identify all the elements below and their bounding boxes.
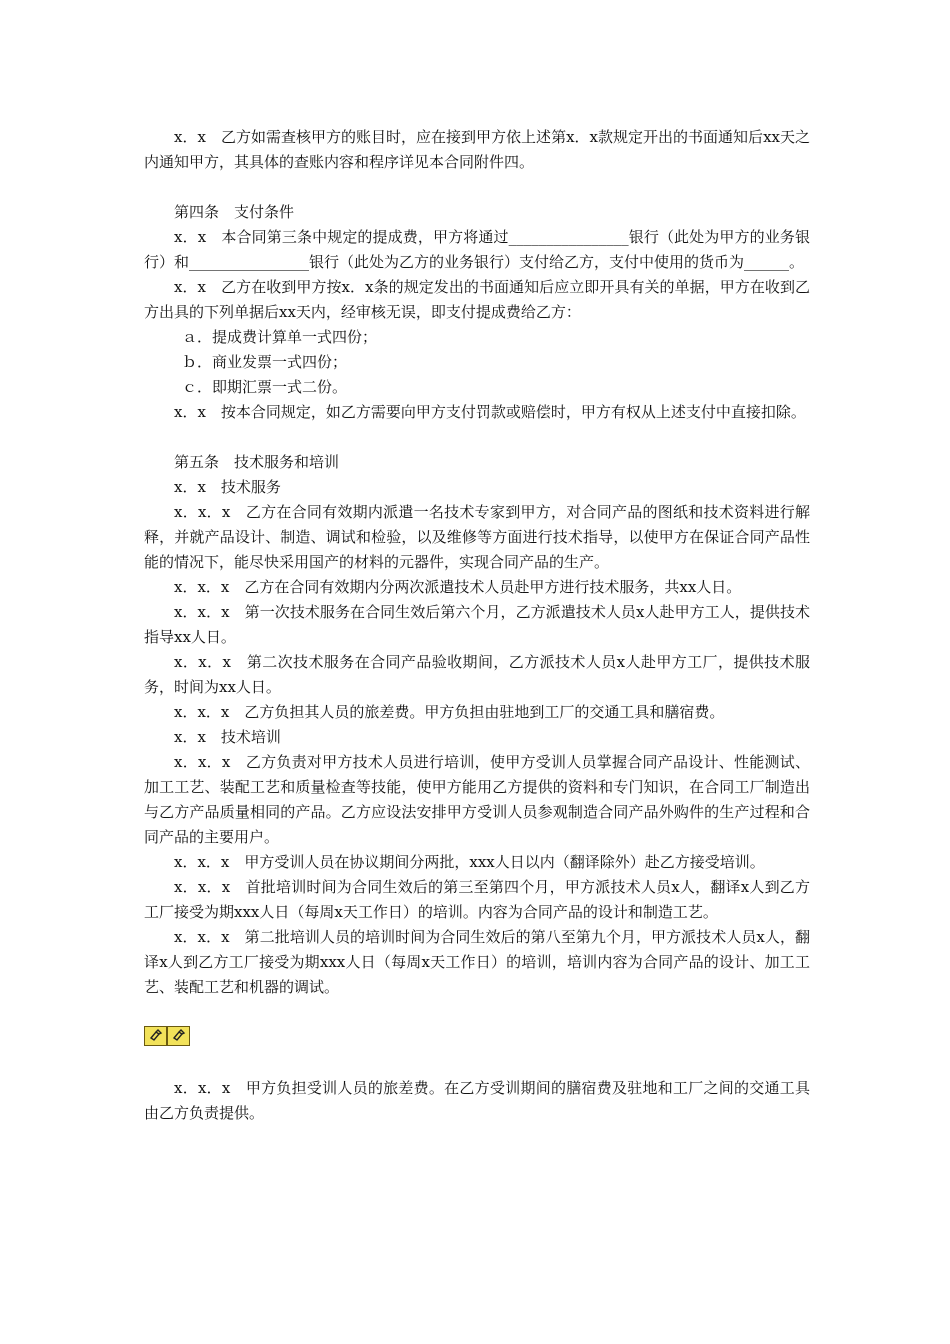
link-icon-glyph bbox=[148, 1029, 163, 1043]
paragraph: x．x 本合同第三条中规定的提成费，甲方将通过________________银行（此处为甲方的业务银行）和________________银行（此处为乙方的业务银行）支付给乙方，支付中使用的货币为______。 bbox=[144, 228, 810, 271]
paragraph: x．x．x 乙方负责对甲方技术人员进行培训，使甲方受训人员掌握合同产品设计、性能测试、加工工艺、装配工艺和质量检查等技能，使甲方能用乙方提供的资料和专门知识，在合同工厂制造出与乙方产品质量相同的产品。乙方应设法安排甲方受训人员参观制造合同产品外购件的生产过程和合同产品的主要用户。 bbox=[144, 753, 810, 846]
link-icons bbox=[144, 1026, 810, 1048]
article-title: 第五条 技术服务和培训 bbox=[174, 453, 340, 471]
article-title: 第四条 支付条件 bbox=[174, 203, 295, 221]
section-heading: x．x 技术服务 bbox=[174, 478, 281, 496]
paragraph: x．x．x 乙方在合同有效期内派遣一名技术专家到甲方，对合同产品的图纸和技术资料进行解释，并就产品设计、制造、调试和检验，以及维修等方面进行技术指导，以使甲方在保证合同产品性能的情况下，能尽快采用国产的材料的元器件，实现合同产品的生产。 bbox=[144, 503, 810, 571]
document-body bbox=[144, 125, 810, 1126]
link-icon[interactable] bbox=[167, 1026, 190, 1046]
spacer bbox=[144, 1048, 810, 1076]
spacer bbox=[144, 175, 810, 200]
paragraph: x．x．x 甲方受训人员在协议期间分两批，xxx人日以内（翻译除外）赴乙方接受培训。 bbox=[174, 853, 765, 871]
section-heading: x．x 技术培训 bbox=[174, 728, 281, 746]
paragraph: x．x．x 乙方负担其人员的旅差费。甲方负担由驻地到工厂的交通工具和膳宿费。 bbox=[174, 703, 725, 721]
spacer bbox=[144, 425, 810, 450]
paragraph: x．x．x 第一次技术服务在合同生效后第六个月，乙方派遣技术人员x人赴甲方工人，提供技术指导xx人日。 bbox=[144, 603, 810, 646]
paragraph: x．x．x 甲方负担受训人员的旅差费。在乙方受训期间的膳宿费及驻地和工厂之间的交通工具由乙方负责提供。 bbox=[144, 1079, 810, 1122]
paragraph: x．x．x 第二批培训人员的培训时间为合同生效后的第八至第九个月，甲方派技术人员x人，翻译x人到乙方工厂接受为期xxx人日（每周x天工作日）的培训，培训内容为合同产品的设计、加工工艺、装配工艺和机器的调试。 bbox=[144, 928, 810, 996]
list-item: ａ．提成费计算单一式四份； bbox=[182, 328, 378, 346]
paragraph: x．x 乙方在收到甲方按x．x条的规定发出的书面通知后应立即开具有关的单据，甲方在收到乙方出具的下列单据后xx天内，经审核无误，即支付提成费给乙方： bbox=[144, 278, 810, 321]
paragraph: x．x．x 首批培训时间为合同生效后的第三至第四个月，甲方派技术人员x人，翻译x人到乙方工厂接受为期xxx人日（每周x天工作日）的培训。内容为合同产品的设计和制造工艺。 bbox=[144, 878, 810, 921]
paragraph: x．x．x 乙方在合同有效期内分两次派遣技术人员赴甲方进行技术服务，共xx人日。 bbox=[174, 578, 742, 596]
paragraph: x．x．x 第二次技术服务在合同产品验收期间，乙方派技术人员x人赴甲方工厂，提供技术服务，时间为xx人日。 bbox=[144, 653, 810, 696]
paragraph: x．x 乙方如需查核甲方的账目时，应在接到甲方依上述第x．x款规定开出的书面通知后xx天之内通知甲方，其具体的查账内容和程序详见本合同附件四。 bbox=[144, 128, 810, 171]
list-item: ｃ．即期汇票一式二份。 bbox=[182, 378, 348, 396]
list-item: ｂ．商业发票一式四份； bbox=[182, 353, 348, 371]
link-icon[interactable] bbox=[144, 1026, 167, 1046]
link-icon-glyph bbox=[171, 1029, 186, 1043]
paragraph: x．x 按本合同规定，如乙方需要向甲方支付罚款或赔偿时，甲方有权从上述支付中直接扣除。 bbox=[174, 403, 806, 421]
